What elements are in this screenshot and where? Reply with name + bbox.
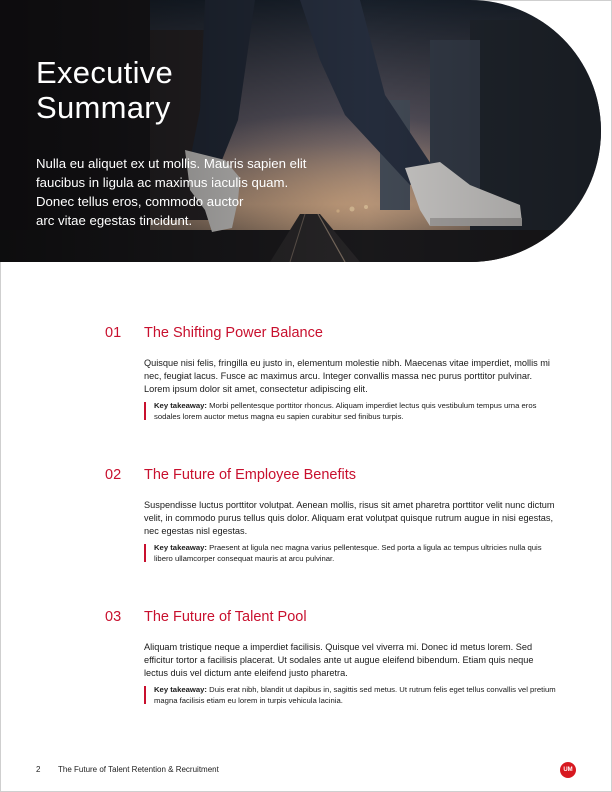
hero-banner [0,0,612,262]
title-line-1: Executive [36,55,174,90]
title-line-2: Summary [36,90,171,125]
takeaway-accent-bar [144,544,146,562]
takeaway-label: Key takeaway: [154,401,207,411]
page-footer [0,762,612,778]
takeaway-text: Morbi pellentesque porttitor rhoncus. Aliquam imperdiet lectus quis vestibulum tempus urna eros sodales lorem auctor metus magna eu sapien curabitur sed finibus turpis. [154,401,537,421]
footer-document-title: The Future of Talent Retention & Recruitment [58,765,219,774]
takeaway-label: Key takeaway: [154,685,207,695]
intro-line-3: Donec tellus eros, commodo auctor [36,194,244,209]
section-body: Aliquam tristique neque a imperdiet facilisis. Quisque vel viverra mi. Donec id metus lorem. Sed efficitur tortor a facilisis placerat. Ut sodales ante ut augue eleifend bibendum. Etiam quis neque lectus duis vel dictum ante eleifend justo pharetra. [144,642,534,678]
takeaway-label: Key takeaway: [154,543,207,553]
takeaway-text: Praesent at ligula nec magna varius pellentesque. Sed porta a ligula ac tempus ultricies nulla quis libero ullamcorper consequat mauris at arcu pulvinar. [154,543,542,563]
section-heading [105,325,560,345]
section-title: The Future of Employee Benefits [144,467,356,483]
key-takeaway [144,401,560,422]
section-title: The Shifting Power Balance [144,325,323,341]
intro-line-4: arc vitae egestas tincidunt. [36,213,193,228]
section-number: 02 [105,467,122,483]
section-title: The Future of Talent Pool [144,609,307,625]
key-takeaway [144,543,560,564]
takeaway-text: Duis erat nibh, blandit ut dapibus in, sagittis sed metus. Ut rutrum felis eget tellus convallis vel pretium magna facilisis etiam eu lorem in turpis vehicula lacinia. [154,685,556,705]
takeaway-accent-bar [144,686,146,704]
section-number: 01 [105,325,122,341]
takeaway-accent-bar [144,402,146,420]
page-number: 2 [36,765,41,774]
intro-line-1: Nulla eu aliquet ex ut mollis. Mauris sapien elit [36,156,307,171]
section-number: 03 [105,609,122,625]
section-heading [105,467,560,487]
section-03 [105,609,560,706]
section-02 [105,467,560,564]
hero-intro [36,154,376,230]
key-takeaway [144,685,560,706]
brand-logo: UM [560,762,576,778]
page-title [36,55,173,125]
intro-line-2: faucibus in ligula ac maximus iaculis quam. [36,175,289,190]
section-body: Suspendisse luctus porttitor volutpat. Aenean mollis, risus sit amet pharetra porttitor velit nunc dictum velit, in commodo purus tellus quis dolor. Aliquam erat volutpat quisque rutrum augue in nisi egestas, nec egestas nisl egestas. [144,500,555,536]
section-body: Quisque nisi felis, fringilla eu justo in, elementum molestie nibh. Maecenas vitae imperdiet, mollis mi nec, feugiat lacus. Fusce ac maximus arcu. Integer convallis massa nec purus porttitor pulvinar. Lorem ipsum dolor sit amet, consectetur adipiscing elit. [144,358,550,394]
section-01 [105,325,560,422]
section-heading [105,609,560,629]
